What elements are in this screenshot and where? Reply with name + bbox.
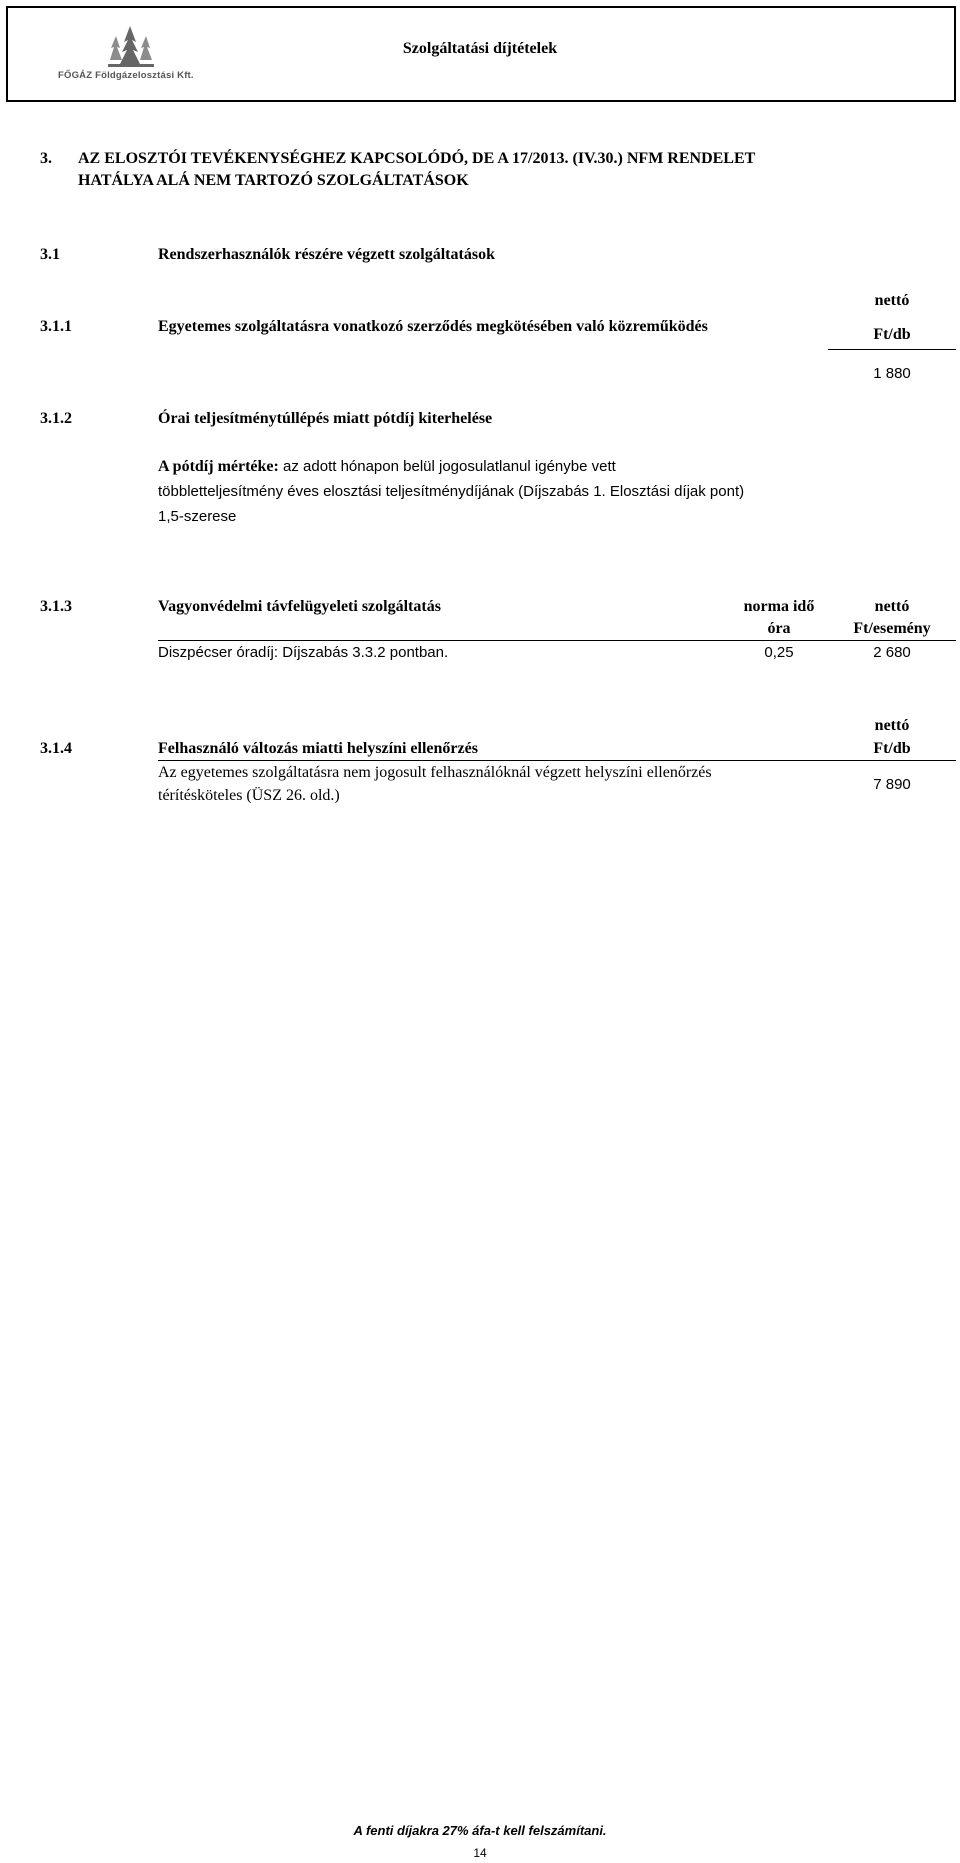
page-number: 14 xyxy=(473,1846,487,1860)
header-title: Szolgáltatási díjtételek xyxy=(402,40,558,57)
subsection-title: Rendszerhasználók részére végzett szolgáltatások xyxy=(158,246,495,263)
item-3-1-4-col-header: nettó xyxy=(874,717,910,734)
table-header-underline xyxy=(158,640,956,641)
item-3-1-3-number: 3.1.3 xyxy=(40,598,72,615)
item-3-1-2-title: Órai teljesítménytúllépés miatt pótdíj kiterhelése xyxy=(158,410,493,427)
item-3-1-1-title: Egyetemes szolgáltatásra vonatkozó szerződés megkötésében való közreműködés xyxy=(158,318,708,335)
item-3-1-3-row-label: Diszpécser óradíj: Díjszabás 3.3.2 pontban. xyxy=(158,644,449,661)
item-3-1-3-col2-header: nettó xyxy=(874,598,910,615)
table-header-underline xyxy=(158,760,956,761)
item-3-1-4-desc-line1: Az egyetemes szolgáltatásra nem jogosult felhasználóknál végzett helyszíni ellenőrzés xyxy=(158,764,712,781)
item-3-1-2-desc-line3: 1,5-szerese xyxy=(158,508,237,525)
section-number: 3. xyxy=(40,150,52,167)
item-3-1-1-value: 1 880 xyxy=(873,365,911,382)
surcharge-label: A pótdíj mértéke: xyxy=(158,458,279,475)
item-3-1-3-col1-header: norma idő xyxy=(743,598,815,615)
section-title-line2: HATÁLYA ALÁ NEM TARTOZÓ SZOLGÁLTATÁSOK xyxy=(78,172,469,189)
item-3-1-4-value: 7 890 xyxy=(873,776,911,793)
item-3-1-1-col-unit: Ft/db xyxy=(873,326,911,343)
vat-note: A fenti díjakra 27% áfa-t kell felszámítani. xyxy=(353,1823,607,1838)
item-3-1-3-row-value: 2 680 xyxy=(873,644,911,661)
item-3-1-4-number: 3.1.4 xyxy=(40,740,72,757)
item-3-1-1-number: 3.1.1 xyxy=(40,318,72,335)
item-3-1-3-col1-unit: óra xyxy=(767,620,791,637)
item-3-1-3-title: Vagyonvédelmi távfelügyeleti szolgáltatás xyxy=(158,598,441,615)
section-title-line1: AZ ELOSZTÓI TEVÉKENYSÉGHEZ KAPCSOLÓDÓ, DE A 17/2013. (IV.30.) NFM RENDELET xyxy=(78,150,756,167)
item-3-1-3-col2-unit: Ft/esemény xyxy=(853,620,931,637)
subsection-number: 3.1 xyxy=(40,246,60,263)
item-3-1-3-row-time: 0,25 xyxy=(764,644,794,661)
column-underline xyxy=(828,349,956,350)
logo-text: FŐGÁZ Földgázelosztási Kft. xyxy=(58,70,194,81)
item-3-1-4-col-unit: Ft/db xyxy=(873,740,911,757)
item-3-1-4-title: Felhasználó változás miatti helyszíni ellenőrzés xyxy=(158,740,478,757)
item-3-1-2-desc-line1 xyxy=(158,458,616,476)
item-3-1-2-desc-line2: többletteljesítmény éves elosztási teljesítménydíjának (Díjszabás 1. Elosztási díjak pont) xyxy=(158,483,745,500)
surcharge-text: az adott hónapon belül jogosulatlanul igénybe vett xyxy=(278,458,616,475)
item-3-1-1-col-header: nettó xyxy=(874,292,910,309)
item-3-1-4-desc-line2: térítésköteles (ÜSZ 26. old.) xyxy=(158,787,340,804)
item-3-1-2-number: 3.1.2 xyxy=(40,410,72,427)
